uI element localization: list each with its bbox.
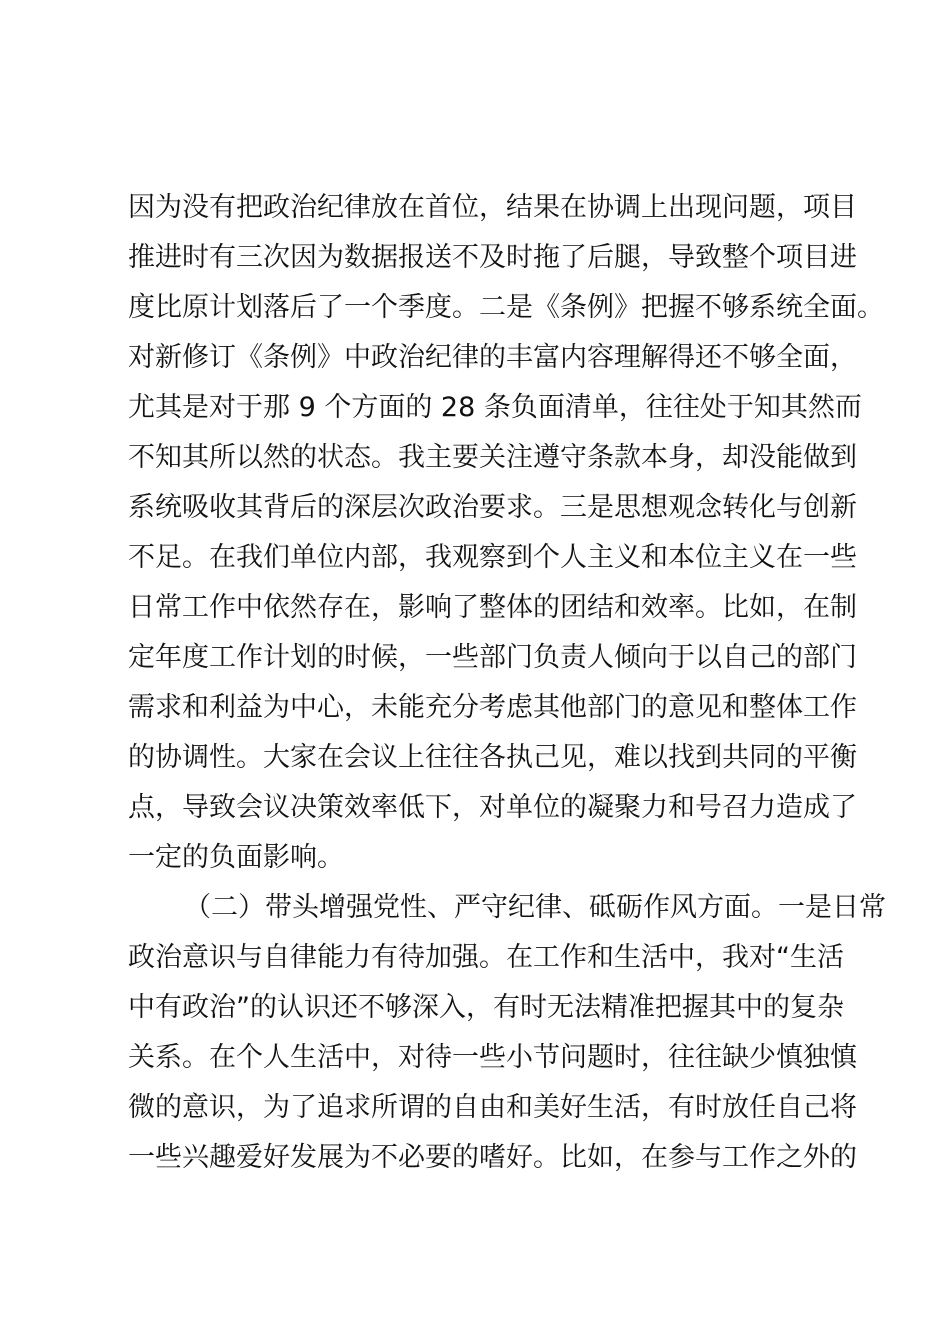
text-line: 中有政治”的认识还不够深入，有时无法精准把握其中的复杂 — [128, 992, 844, 1023]
text-line: 度比原计划落后了一个季度。二是《条例》把握不够系统全面。 — [128, 292, 884, 323]
text-line: 不知其所以然的状态。我主要关注遵守条款本身，却没能做到 — [128, 442, 857, 473]
text-line: 系统吸收其背后的深层次政治要求。三是思想观念转化与创新 — [128, 492, 857, 523]
text-line: 对新修订《条例》中政治纪律的丰富内容理解得还不够全面， — [128, 342, 857, 373]
text-line: 尤其是对于那 9 个方面的 28 条负面清单，往往处于知其然而 — [128, 392, 862, 423]
text-line: 微的意识，为了追求所谓的自由和美好生活，有时放任自己将 — [128, 1092, 857, 1123]
text-line: 推进时有三次因为数据报送不及时拖了后腿，导致整个项目进 — [128, 242, 857, 273]
paragraph-1 — [128, 183, 884, 883]
text-line: 定年度工作计划的时候，一些部门负责人倾向于以自己的部门 — [128, 642, 857, 673]
paragraph-2 — [128, 883, 886, 1183]
text-line: 点，导致会议决策效率低下，对单位的凝聚力和号召力造成了 — [128, 792, 857, 823]
text-line: 关系。在个人生活中，对待一些小节问题时，往往缺少慎独慎 — [128, 1042, 857, 1073]
text-line: 的协调性。大家在会议上往往各执己见，难以找到共同的平衡 — [128, 742, 857, 773]
text-line: 因为没有把政治纪律放在首位，结果在协调上出现问题，项目 — [128, 192, 857, 223]
text-line: 需求和利益为中心，未能充分考虑其他部门的意见和整体工作 — [128, 692, 857, 723]
text-line: 政治意识与自律能力有待加强。在工作和生活中，我对“生活 — [128, 942, 844, 973]
text-line: （二）带头增强党性、严守纪律、砥砺作风方面。一是日常 — [184, 892, 886, 923]
text-line: 日常工作中依然存在，影响了整体的团结和效率。比如，在制 — [128, 592, 857, 623]
text-line: 一定的负面影响。 — [128, 842, 344, 873]
text-line: 一些兴趣爱好发展为不必要的嗜好。比如，在参与工作之外的 — [128, 1142, 857, 1173]
text-line: 不足。在我们单位内部，我观察到个人主义和本位主义在一些 — [128, 542, 857, 573]
